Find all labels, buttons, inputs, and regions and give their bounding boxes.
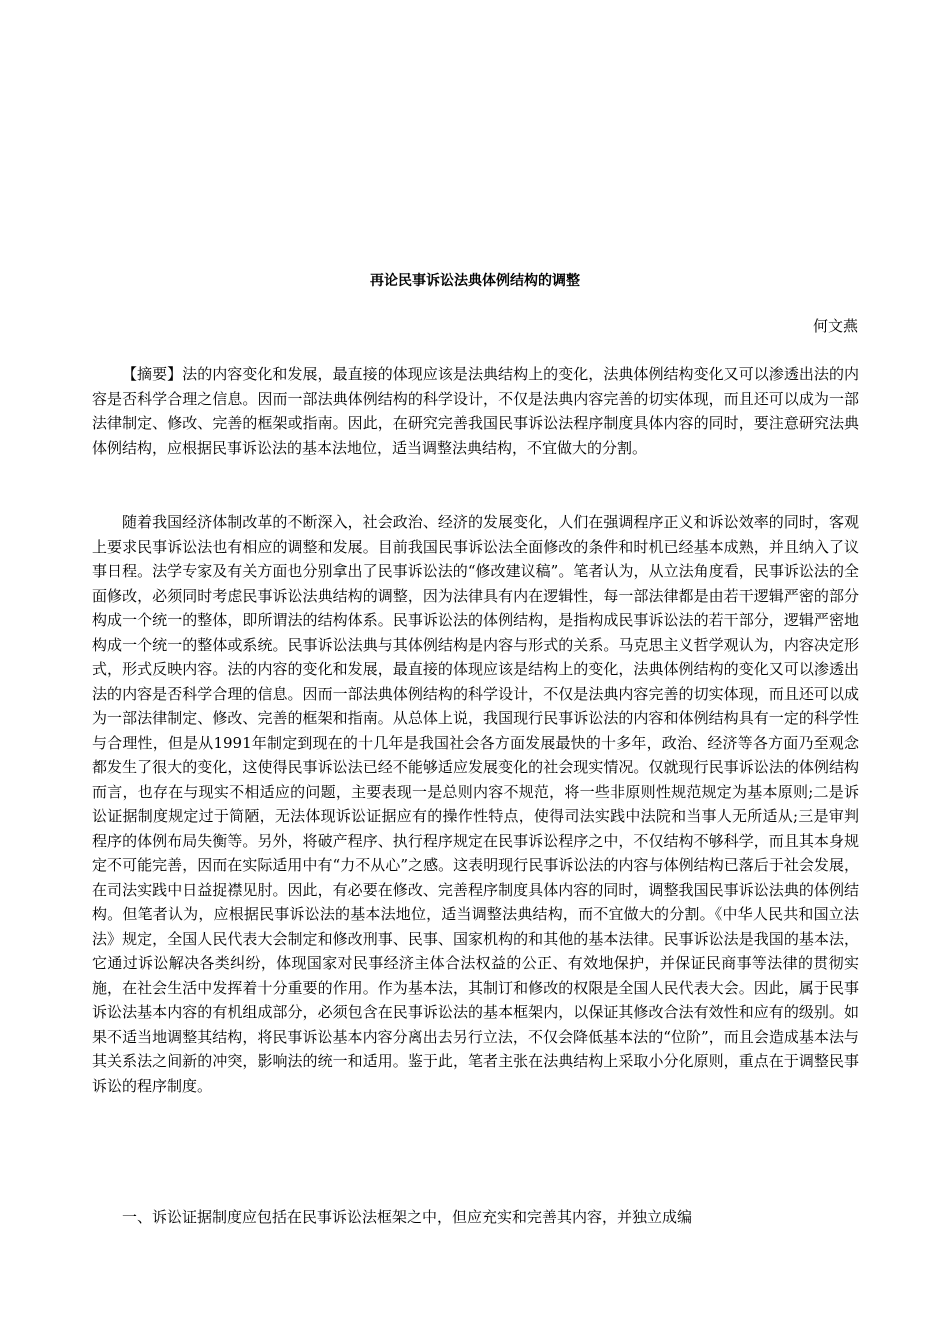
body-paragraph: 随着我国经济体制改革的不断深入，社会政治、经济的发展变化，人们在强调程序正义和诉讼效率的同时，客观上要求民事诉讼法也有相应的调整和发展。目前我国民事诉讼法全面修改的条件和时机已经基本成熟，并且纳入了议事日程。法学专家及有关方面也分别拿出了民事诉讼法的“修改建议稿”。笔者认为，从立法角度看，民事诉讼法的全面修改，必须同时考虑民事诉讼法典结构的调整，因为法律具有内在逻辑性，每一部法律都是由若干逻辑严密的部分构成一个统一的整体，即所谓法的结构体系。民事诉讼法的体例结构，是指构成民事诉讼法的若干部分，逻辑严密地构成一个统一的整体或系统。民事诉讼法典与其体例结构是内容与形式的关系。马克思主义哲学观认为，内容决定形式，形式反映内容。法的内容的变化和发展，最直接的体现应该是结构上的变化，法典体例结构的变化又可以渗透出法的内容是否科学合理的信息。因而一部法典体例结构的科学设计，不仅是法典内容完善的切实体现，而且还可以成为一部法律制定、修改、完善的框架和指南。从总体上说，我国现行民事诉讼法的内容和体例结构具有一定的科学性与合理性，但是从1991年制定到现在的十几年是我国社会各方面发展最快的十多年，政治、经济等各方面乃至观念都发生了很大的变化，这使得民事诉讼法已经不能够适应发展变化的社会现实情况。仅就现行民事诉讼法的体例结构而言，也存在与现实不相适应的问题，主要表现一是总则内容不规范，将一些非原则性规范规定为基本原则;二是诉讼证据制度规定过于简陋，无法体现诉讼证据应有的操作性特点，使得司法实践中法院和当事人无所适从;三是审判程序的体例布局失衡等。另外，将破产程序、执行程序规定在民事诉讼程序之中，不仅结构不够科学，而且其本身规定不可能完善，因而在实际适用中有“力不从心”之感。这表明现行民事诉讼法的内容与体例结构已落后于社会发展，在司法实践中日益捉襟见肘。因此，有必要在修改、完善程序制度具体内容的同时，调整我国民事诉讼法典的体例结构。但笔者认为，应根据民事诉讼法的基本法地位，适当调整法典结构，而不宜做大的分割。《中华人民共和国立法法》规定，全国人民代表大会制定和修改刑事、民事、国家机构的和其他的基本法律。民事诉讼法是我国的基本法，它通过诉讼解决各类纠纷，体现国家对民事经济主体合法权益的公正、有效地保护，并保证民商事等法律的贯彻实施，在社会生活中发挥着十分重要的作用。作为基本法，其制订和修改的权限是全国人民代表大会。因此，属于民事诉讼法基本内容的有机组成部分，必须包含在民事诉讼法的基本框架内，以保证其修改合法有效性和应有的级别。如果不适当地调整其结构，将民事诉讼基本内容分离出去另行立法，不仅会降低基本法的“位阶”，而且会造成基本法与其关系法之间新的冲突，影响法的统一和适用。鉴于此，笔者主张在法典结构上采取小分化原则，重点在于调整民事诉讼的程序制度。 — [92, 513, 859, 1095]
author-name: 何文燕 — [812, 317, 858, 335]
document-title: 再论民事诉讼法典体例结构的调整 — [370, 273, 580, 289]
abstract-paragraph: 【摘要】法的内容变化和发展，最直接的体现应该是法典结构上的变化，法典体例结构变化又可以渗透出法的内容是否科学合理之信息。因而一部法典体例结构的科学设计，不仅是法典内容完善的切实体现，而且还可以成为一部法律制定、修改、完善的框架或指南。因此，在研究完善我国民事诉讼法程序制度具体内容的同时，要注意研究法典体例结构，应根据民事诉讼法的基本法地位，适当调整法典结构，不宜做大的分割。 — [92, 365, 859, 457]
section-heading: 一、诉讼证据制度应包括在民事诉讼法框架之中，但应充实和完善其内容，并独立成编 — [122, 1208, 693, 1226]
